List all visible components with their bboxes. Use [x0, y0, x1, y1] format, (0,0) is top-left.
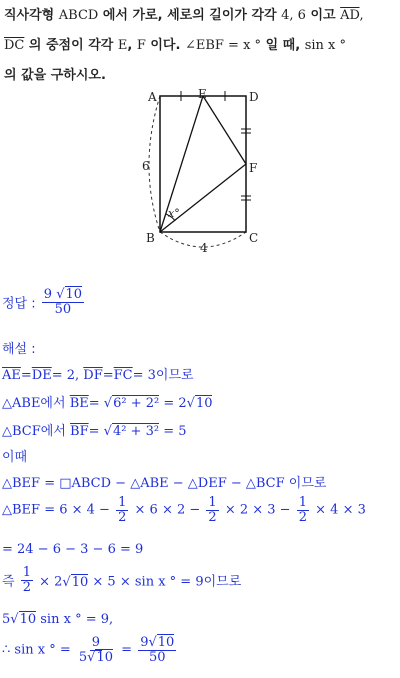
rect-name: ABCD	[58, 8, 99, 23]
eq: = 2	[163, 396, 187, 411]
label-b: B	[146, 231, 155, 245]
geometry-figure	[130, 84, 270, 260]
label-6: 6	[142, 159, 150, 173]
answer-row	[2, 288, 86, 316]
eq: =	[20, 368, 32, 383]
answer-den: 50	[54, 301, 72, 317]
solution-row-6	[2, 496, 366, 524]
solution-row-9	[2, 612, 113, 627]
eq: = 2,	[51, 368, 80, 383]
solution-row-1	[2, 364, 194, 383]
label-d: D	[249, 90, 259, 104]
eq: =	[121, 642, 133, 658]
expr: 즉	[2, 574, 15, 590]
label-x: x°	[168, 207, 180, 220]
half-den: 2	[118, 509, 127, 525]
label-c: C	[249, 231, 259, 245]
fraction-1	[77, 636, 115, 664]
dashed-arc-6	[149, 96, 160, 232]
radicand: 10	[19, 612, 37, 627]
eq: =	[88, 396, 100, 411]
q-text: 일 때,	[265, 38, 301, 53]
label-f: F	[249, 161, 258, 175]
segment-bf	[160, 164, 246, 232]
solution-row-10	[2, 636, 178, 664]
fraction-2	[138, 636, 176, 664]
angle-ebf: ∠EBF = x °	[184, 38, 262, 53]
half-den: 2	[208, 509, 217, 525]
q-text: 의 중점이 각각	[28, 38, 114, 53]
half-num: 1	[298, 495, 307, 510]
side-lengths: 4, 6	[281, 8, 306, 23]
q-comma: ,	[359, 8, 364, 23]
solution-row-2	[2, 392, 212, 411]
question-line-2: $\overline{DC}$ 의 중점이 각각 E, F 이다. ∠EBF = x ° 일 때, sin x °	[4, 38, 347, 53]
expr: × 6 × 2 −	[134, 502, 201, 518]
frac-num: 9	[140, 635, 149, 650]
label-4: 4	[200, 241, 208, 255]
radicand: 10	[96, 649, 113, 665]
question-line-3	[4, 64, 106, 83]
radicand: 10	[157, 635, 175, 650]
seg-bf: $\overline{BF}$	[70, 424, 89, 439]
segment-be	[160, 96, 203, 232]
half	[21, 566, 33, 594]
seg-fc: $\overline{FC}$	[113, 368, 133, 383]
half-den: 2	[22, 579, 31, 595]
seg-de: $\overline{DE}$	[31, 368, 52, 383]
frac-den: 50	[148, 649, 166, 665]
expr: sin x ° = 9,	[40, 612, 114, 627]
question-line-1	[4, 4, 364, 23]
q-text: 의 값을 구하시오.	[4, 68, 106, 83]
eq: =	[88, 424, 100, 439]
expr: × 4 × 3	[315, 502, 366, 518]
eq-end: = 3이므로	[132, 368, 194, 383]
q-text: 에서 가로, 세로의 길이가 각각	[102, 8, 277, 23]
segment-dc: $\overline{DC}$	[4, 38, 25, 53]
half	[206, 496, 218, 524]
q-text: 이다.	[150, 38, 181, 53]
q-text: 이고	[310, 8, 336, 23]
radicand: 10	[195, 396, 213, 411]
solution-row-7: = 24 − 6 − 3 − 6 = 9	[2, 542, 144, 557]
eq: = 5	[163, 424, 187, 439]
answer-rad: 10	[65, 287, 83, 302]
expr: × 2 × 3 −	[224, 502, 291, 518]
half	[297, 496, 309, 524]
tri-bcf: △BCF에서	[2, 424, 66, 439]
q-text: 직사각형	[4, 8, 55, 23]
half	[116, 496, 128, 524]
expr: × 5 × sin x ° = 9이므로	[92, 574, 242, 590]
point-f: F	[136, 38, 146, 53]
solution-label: 해설 :	[2, 342, 36, 357]
radicand: 4² + 3²	[112, 424, 160, 439]
answer-fraction	[42, 288, 84, 316]
sin-x: sin x °	[304, 38, 347, 53]
half-num: 1	[208, 495, 217, 510]
radicand: 6² + 2²	[113, 396, 160, 411]
half-num: 1	[118, 495, 127, 510]
answer-num: 9	[43, 287, 53, 302]
eq: =	[102, 368, 114, 383]
solution-row-3	[2, 420, 187, 439]
expr: ∴ sin x ° =	[2, 642, 71, 658]
segment-ef	[203, 96, 246, 164]
label-a: A	[148, 90, 157, 104]
half-den: 2	[298, 509, 307, 525]
segment-ad: $\overline{AD}$	[340, 8, 360, 23]
solution-row-4: 이때	[2, 450, 28, 465]
solution-row-8	[2, 566, 241, 594]
expr: △BEF = 6 × 4 −	[2, 502, 110, 518]
label-e: E	[198, 87, 207, 101]
half-num: 1	[22, 565, 31, 580]
frac-num: 9	[91, 635, 101, 650]
solution-row-5: △BEF = □ABCD − △ABE − △DEF − △BCF 이므로	[2, 476, 327, 491]
expr: 5	[2, 612, 11, 627]
seg-df: $\overline{DF}$	[83, 368, 103, 383]
frac-den: 5	[78, 649, 88, 665]
expr: × 2	[39, 574, 63, 590]
seg-be: $\overline{BE}$	[69, 396, 89, 411]
answer-label: 정답 :	[2, 296, 36, 312]
radicand: 10	[71, 574, 89, 590]
seg-ae: $\overline{AE}$	[2, 368, 21, 383]
point-e: E	[117, 38, 128, 53]
tri-abe: △ABE에서	[2, 396, 66, 411]
